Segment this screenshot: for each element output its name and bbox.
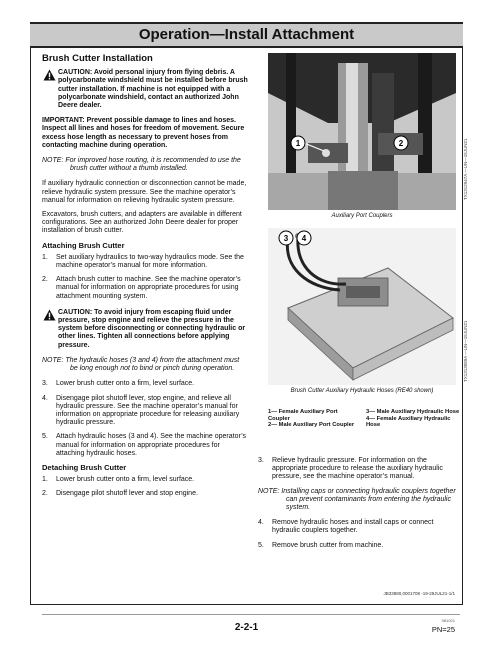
brush-cutter-hoses-image	[268, 228, 456, 385]
pn-label: PN=25	[431, 625, 455, 634]
step-number: 5.	[42, 433, 48, 441]
legend-right	[366, 409, 460, 429]
page-header: Operation—Install Attachment	[30, 22, 463, 48]
caution-text: CAUTION: Avoid personal injury from flying debris. A polycarbonate windshield must be installed before brush cutter installation. If machine is not equipped with a polycarbonate windshield, contact an authorized John Deere dealer.	[58, 69, 248, 110]
revision-code: 081021	[441, 618, 455, 623]
note-text: NOTE: The hydraulic hoses (3 and 4) from the attachment must be long enough not to bind or pinch during operation.	[42, 356, 240, 373]
list-item	[42, 476, 248, 484]
coupler-illustration	[268, 53, 456, 210]
left-column	[42, 53, 248, 505]
step-number: 2.	[42, 490, 48, 498]
brush-cutter-illustration	[268, 228, 456, 385]
list-item	[258, 519, 458, 535]
list-item	[42, 395, 248, 428]
callout-1: 1	[295, 139, 301, 148]
step-number: 4.	[42, 394, 48, 402]
subsection-title: Detaching Brush Cutter	[42, 462, 127, 472]
step-number: 1.	[42, 253, 48, 261]
step-text: Remove brush cutter from machine.	[272, 541, 384, 549]
step-text: Remove hydraulic hoses and install caps or connect hydraulic couplers together.	[272, 519, 434, 535]
step-text: Disengage pilot shutoff lever and stop engine.	[56, 490, 198, 498]
legend-item: 2— Male Auxiliary Port Coupler	[268, 422, 355, 429]
step-number: 2.	[42, 276, 48, 284]
legend-left	[268, 409, 360, 429]
list-item	[42, 380, 248, 388]
warning-icon	[43, 69, 56, 81]
step-number: 5.	[258, 541, 264, 549]
list-item	[42, 433, 248, 458]
caution-text: CAUTION: To avoid injury from escaping fluid under pressure, stop engine and relieve the pressure in the system before disconnecting or connecting hydraulic or other lines. Tighten all connections before applying pressure.	[58, 308, 246, 349]
caution-block	[42, 69, 248, 110]
figure-code: TX1312947A —UN—15JUN21	[463, 138, 468, 200]
caution-block	[42, 309, 248, 350]
step-number: 3.	[258, 457, 264, 464]
step-text: Set auxiliary hydraulics to two-way hydraulics mode. See the machine operator’s manual for more information.	[56, 253, 244, 270]
subsection-title: Attaching Brush Cutter	[42, 240, 125, 250]
list-item	[42, 490, 248, 498]
important-text: IMPORTANT: Prevent possible damage to lines and hoses. Inspect all lines and hoses for freedom of movement. Secure excess hose length as necessary to prevent hoses from contacting machine during operation.	[42, 117, 245, 149]
step-text: Lower brush cutter onto a firm, level surface.	[56, 476, 195, 484]
document-code: JB33880,0001708 -19-29JUL21-1/1	[383, 591, 455, 596]
step-number: 1.	[42, 476, 48, 484]
step-text: Attach hydraulic hoses (3 and 4). See the machine operator’s manual for information on appropriate procedures for attaching hydraulic hoses.	[56, 433, 247, 457]
list-item	[258, 542, 458, 550]
legend-item: 1— Female Auxiliary Port Coupler	[268, 409, 338, 422]
warning-icon	[43, 309, 56, 321]
figure-caption: Auxiliary Port Couplers	[331, 213, 393, 219]
callout-4: 4	[301, 234, 307, 243]
step-text: Disengage pilot shutoff lever, stop engine, and relieve all hydraulic pressure. See the machine operator’s manual for information on appropriate procedure for releasing auxiliary hydraulic pressure.	[56, 394, 240, 427]
auxiliary-port-couplers-image	[268, 53, 456, 210]
note-text: NOTE: Installing caps or connecting hydraulic couplers together can prevent contaminants from entering the hydraulic system.	[258, 487, 456, 512]
step-number: 4.	[258, 519, 264, 527]
right-column	[258, 457, 458, 556]
page-number: 2-2-1	[234, 622, 259, 633]
list-item	[42, 276, 248, 301]
list-item	[42, 254, 248, 270]
step-text: Attach brush cutter to machine. See the machine operator’s manual for information on appropriate procedures for using attachment mounting system.	[56, 276, 241, 300]
legend-item: 3— Male Auxiliary Hydraulic Hose	[366, 409, 460, 415]
list-item	[258, 457, 458, 482]
callout-3: 3	[283, 234, 289, 243]
callout-2: 2	[398, 139, 404, 148]
note-text: NOTE: For improved hose routing, it is recommended to use the brush cutter without a thumb installed.	[42, 157, 241, 173]
step-text: Relieve hydraulic pressure. For information on the appropriate procedure to release the auxiliary hydraulic pressure, see the machine operator’s manual.	[272, 457, 443, 481]
paragraph: If auxiliary hydraulic connection or disconnection cannot be made, relieve hydraulic system pressure. See the machine operator’s manual for information on relieving hydraulic system pressure.	[42, 180, 247, 204]
footer-divider	[42, 614, 460, 615]
figure-code: TX1313089A —UN—15JUN21	[463, 320, 468, 382]
section-title: Brush Cutter Installation	[42, 53, 153, 64]
legend-item: 4— Female Auxiliary Hydraulic Hose	[366, 415, 451, 429]
step-text: Lower brush cutter onto a firm, level surface.	[56, 380, 195, 388]
paragraph: Excavators, brush cutters, and adapters are available in different configurations. See an authorized John Deere dealer for proper installation of brush cutter.	[42, 211, 242, 235]
figure-caption: Brush Cutter Auxiliary Hydraulic Hoses (RE40 shown)	[290, 388, 434, 394]
step-number: 3.	[42, 380, 48, 388]
